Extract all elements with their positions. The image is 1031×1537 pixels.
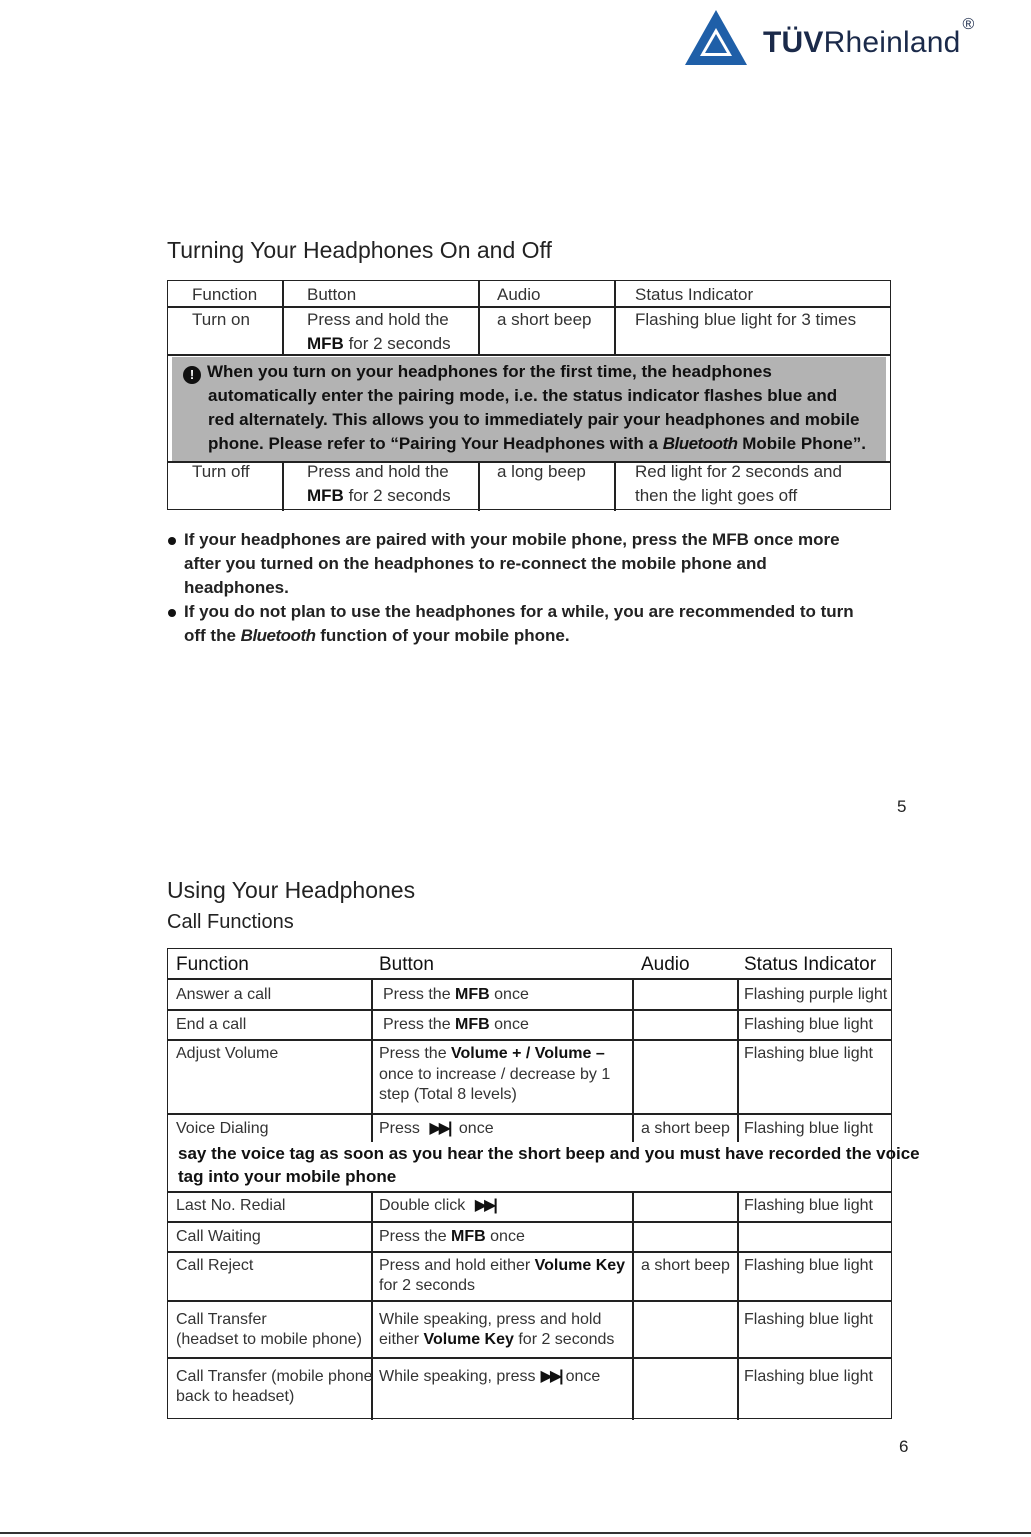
header-status: Status Indicator [635,285,754,304]
row-transfer1-status: Flashing blue light [744,1311,873,1328]
page-number-6: 6 [899,1437,909,1456]
note-line-4: phone. Please refer to “Pairing Your Headphones with a Bluetooth Mobile Phone”. [208,434,866,453]
section-title-on-off: Turning Your Headphones On and Off [167,237,552,263]
row-voice-audio: a short beep [641,1120,730,1137]
header-audio: Audio [641,954,690,975]
row-end-button: Press the MFB once [383,1016,529,1033]
row-transfer2-function-line2: back to headset) [176,1388,295,1405]
voice-dialing-note: say the voice tag as soon as you hear the short beep and you must have recorded the voice tag into your mobile phone [178,1144,920,1186]
row-voice-status: Flashing blue light [744,1120,873,1137]
row-reject-button-line2: for 2 seconds [379,1277,476,1294]
row-transfer1-function-line1: Call Transfer [176,1311,267,1328]
first-time-note [172,357,886,461]
row-on-button-line2: MFB for 2 seconds [307,334,451,353]
row-redial-button: Double click ▶▶| [379,1197,495,1214]
row-off-function: Turn off [192,462,250,481]
note-line-2: automatically enter the pairing mode, i.e. the status indicator flashes blue and [208,386,838,405]
row-reject-function: Call Reject [176,1257,254,1274]
row-waiting-button: Press the MFB once [379,1228,525,1245]
row-on-status: Flashing blue light for 3 times [635,310,857,329]
row-answer-function: Answer a call [176,986,272,1003]
row-off-status-line2: then the light goes off [635,486,798,505]
bullet-dot-icon [168,537,176,545]
row-transfer2-button: While speaking, press ▶▶| once [379,1368,601,1385]
note-line-3: red alternately. This allows you to immediately pair your headphones and mobile [208,410,860,429]
row-reject-audio: a short beep [641,1257,730,1274]
row-on-button-line1: Press and hold the [307,310,449,329]
row-on-audio: a short beep [497,310,592,329]
page-number-5: 5 [897,797,907,816]
header-button: Button [379,954,434,975]
call-functions-table [167,948,920,1419]
on-off-table [167,280,891,510]
row-end-function: End a call [176,1016,247,1033]
row-off-status-line1: Red light for 2 seconds and [635,462,842,481]
logo-wordmark: TÜVRheinland® [763,16,975,59]
row-on-function: Turn on [192,310,250,329]
tips-list [167,528,887,648]
bullet-item-turn-off-bt: If you do not plan to use the headphones for a while, you are recommended to turn off the Bluetooth function of your mobile phone. [167,600,887,648]
bullet-item-reconnect: If your headphones are paired with your mobile phone, press the MFB once more after you turned on the headphones to re-connect the mobile phone and headphones. [167,528,887,600]
header-audio: Audio [497,285,541,304]
header-function: Function [176,954,249,975]
row-transfer1-function-line2: (headset to mobile phone) [176,1331,362,1348]
row-reject-status: Flashing blue light [744,1257,873,1274]
skip-forward-icon: ▶▶| [429,1120,450,1137]
row-transfer1-button-line1: While speaking, press and hold [379,1311,602,1328]
row-volume-button-line1: Press the Volume + / Volume – [379,1045,605,1062]
row-transfer1-button-line2: either Volume Key for 2 seconds [379,1331,615,1348]
row-volume-button-line2: once to increase / decrease by 1 [379,1066,611,1083]
row-waiting-function: Call Waiting [176,1228,261,1245]
row-answer-button: Press the MFB once [383,986,529,1003]
subtitle-call-functions: Call Functions [167,911,294,933]
header-button: Button [307,285,357,304]
row-volume-button-line3: step (Total 8 levels) [379,1086,517,1103]
row-end-status: Flashing blue light [744,1016,873,1033]
header-function: Function [192,285,258,304]
row-reject-button-line1: Press and hold either Volume Key [379,1257,626,1274]
row-transfer2-function-line1: Call Transfer (mobile phone [176,1368,373,1385]
bottom-rule [0,1532,1031,1534]
tuv-rheinland-logo [683,8,1013,70]
row-voice-button: Press ▶▶| once [379,1120,494,1137]
header-status: Status Indicator [744,954,877,975]
section-title-using: Using Your Headphones [167,877,416,903]
row-redial-status: Flashing blue light [744,1197,873,1214]
row-off-button-line1: Press and hold the [307,462,449,481]
skip-forward-icon: ▶▶| [474,1197,495,1214]
row-answer-status: Flashing purple light [744,986,888,1003]
row-transfer2-status: Flashing blue light [744,1368,873,1385]
note-line-1: ! When you turn on your headphones for the first time, the headphones [183,360,883,384]
row-redial-function: Last No. Redial [176,1197,286,1214]
row-voice-function: Voice Dialing [176,1120,269,1137]
skip-forward-icon: ▶▶| [540,1368,561,1385]
row-off-audio: a long beep [497,462,586,481]
info-icon: ! [183,366,201,384]
row-volume-status: Flashing blue light [744,1045,873,1062]
row-off-button-line2: MFB for 2 seconds [307,486,451,505]
triangle-logo-icon [683,8,749,68]
bullet-dot-icon [168,609,176,617]
row-volume-function: Adjust Volume [176,1045,279,1062]
